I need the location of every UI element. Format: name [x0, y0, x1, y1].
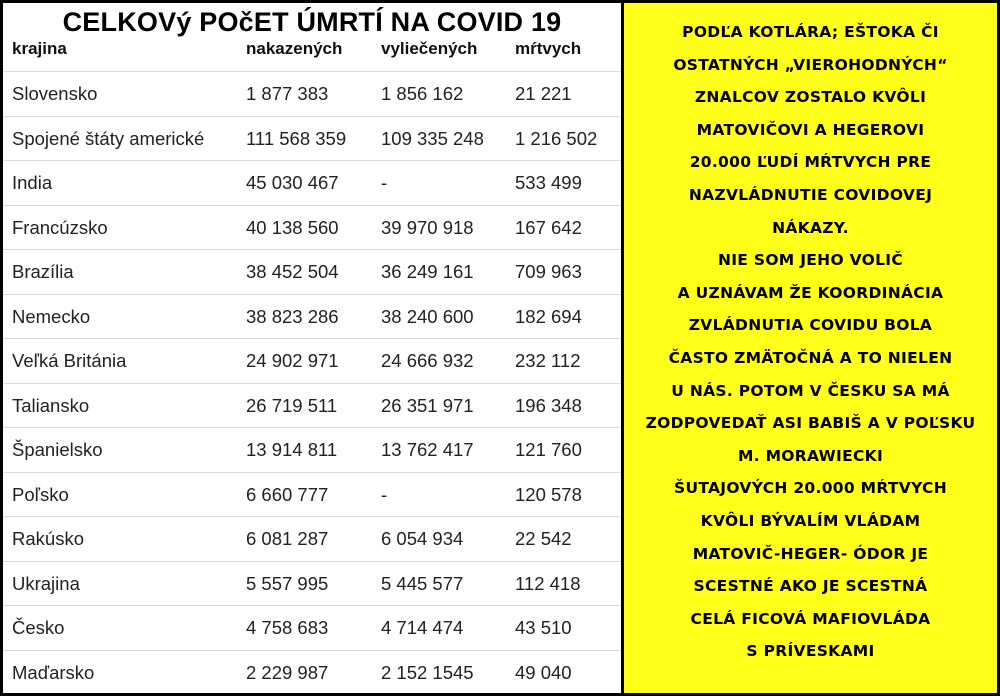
cell-recovered: - [381, 172, 388, 193]
commentary-line: NÁKAZY. [772, 218, 849, 237]
commentary-line: MATOVIČ-HEGER- ÓDOR JE [692, 544, 929, 563]
cell-deaths: 21 221 [515, 83, 572, 104]
header-infected: nakazených [246, 39, 343, 58]
table-row [3, 249, 621, 293]
commentary-line: ŠUTAJOVÝCH 20.000 MŔTVYCH [673, 479, 947, 498]
table-row [3, 338, 621, 382]
cell-infected: 6 660 777 [246, 483, 329, 505]
cell-country: Francúzsko [12, 216, 108, 238]
commentary-line: ZODPOVEDAŤ ASI BABIŠ A V POĽSKU [645, 414, 976, 433]
commentary-line: S PRÍVESKAMI [746, 642, 875, 661]
cell-infected: 111 568 359 [246, 127, 347, 149]
cell-country: Maďarsko [12, 661, 95, 683]
cell-country: Rakúsko [12, 528, 84, 549]
cell-country: Taliansko [12, 394, 90, 416]
table-row [3, 160, 621, 204]
cell-infected: 38 452 504 [246, 261, 339, 282]
cell-deaths: 49 040 [515, 661, 572, 683]
cell-deaths: 196 348 [515, 394, 582, 416]
commentary-line: OSTATNÝCH „VIEROHODNÝCH“ [673, 55, 948, 74]
commentary-line: NIE SOM JEHO VOLIČ [717, 251, 904, 270]
cell-infected: 26 719 511 [246, 394, 338, 416]
cell-deaths: 22 542 [515, 528, 572, 549]
cell-recovered: 4 714 474 [381, 617, 464, 638]
table-row [3, 605, 621, 649]
commentary-line: PODĽA KOTLÁRA; EŠTOKA ČI [682, 23, 939, 41]
commentary-panel [624, 3, 997, 693]
cell-deaths: 182 694 [515, 305, 582, 327]
commentary-line: U NÁS. POTOM V ČESKU SA MÁ [671, 381, 950, 400]
cell-infected: 38 823 286 [246, 305, 339, 327]
commentary-line: ČASTO ZMÄTOČNÁ A TO NIELEN [668, 349, 953, 367]
cell-infected: 6 081 287 [246, 528, 329, 549]
cell-infected: 13 914 811 [246, 439, 338, 460]
cell-recovered: 1 856 162 [381, 83, 464, 104]
cell-country: Spojené štáty americké [12, 127, 205, 149]
cell-recovered: 5 445 577 [381, 572, 464, 594]
cell-country: Veľká Británia [12, 350, 127, 371]
commentary-line: CELÁ FICOVÁ MAFIOVLÁDA [690, 609, 931, 628]
commentary-line: NAZVLÁDNUTIE COVIDOVEJ [688, 186, 933, 204]
table-row [3, 650, 621, 694]
cell-infected: 2 229 987 [246, 661, 329, 683]
table-row [3, 71, 621, 115]
header-recovered: vyliečených [381, 39, 478, 58]
header-deaths: mŕtvych [515, 39, 582, 58]
table-row [3, 205, 621, 249]
table-row [3, 472, 621, 516]
cell-recovered: 2 152 1545 [381, 661, 474, 683]
commentary-line: SCESTNÉ AKO JE SCESTNÁ [693, 577, 928, 596]
header-country: krajina [12, 39, 67, 58]
cell-recovered: 26 351 971 [381, 394, 474, 416]
commentary-line: M. MORAWIECKI [737, 446, 884, 465]
cell-recovered: 38 240 600 [381, 305, 474, 327]
cell-infected: 24 902 971 [246, 350, 339, 371]
commentary-line: KVÔLI BÝVALÍM VLÁDAM [700, 512, 921, 530]
cell-deaths: 112 418 [515, 572, 581, 594]
commentary-line: ZVLÁDNUTIA COVIDU BOLA [688, 316, 933, 335]
commentary-line: ZNALCOV ZOSTALO KVÔLI [694, 88, 927, 107]
cell-recovered: 39 970 918 [381, 216, 474, 238]
cell-infected: 1 877 383 [246, 83, 329, 104]
cell-deaths: 121 760 [515, 439, 582, 460]
cell-country: Poľsko [12, 483, 69, 505]
cell-deaths: 120 578 [515, 483, 582, 505]
table-row [3, 383, 621, 427]
cell-infected: 40 138 560 [246, 216, 339, 238]
cell-recovered: 36 249 161 [381, 261, 474, 282]
cell-country: Brazília [12, 261, 74, 282]
table-row [3, 516, 621, 560]
table-row [3, 116, 621, 160]
cell-deaths: 232 112 [515, 350, 581, 371]
cell-deaths: 167 642 [515, 216, 582, 238]
cell-recovered: 13 762 417 [381, 439, 474, 460]
table-title: CELKOVý POčET ÚMRTÍ NA COVID 19 [62, 7, 562, 37]
cell-recovered: 24 666 932 [381, 350, 474, 371]
cell-country: Španielsko [12, 439, 103, 460]
cell-recovered: 6 054 934 [381, 528, 464, 549]
cell-deaths: 709 963 [515, 261, 582, 282]
cell-recovered: - [381, 483, 388, 505]
commentary-line: 20.000 ĽUDÍ MŔTVYCH PRE [689, 153, 932, 172]
table-row [3, 294, 621, 338]
cell-country: Nemecko [12, 305, 91, 327]
cell-country: India [12, 172, 53, 193]
table-row [3, 427, 621, 471]
statistics-panel [3, 3, 621, 693]
cell-deaths: 533 499 [515, 172, 582, 193]
cell-country: Česko [12, 617, 65, 638]
cell-infected: 45 030 467 [246, 172, 339, 193]
cell-recovered: 109 335 248 [381, 127, 484, 149]
cell-deaths: 43 510 [515, 617, 572, 638]
commentary-line: MATOVIČOVI A HEGEROVI [696, 120, 925, 139]
cell-infected: 4 758 683 [246, 617, 329, 638]
cell-country: Ukrajina [12, 572, 80, 594]
cell-country: Slovensko [12, 83, 98, 104]
cell-infected: 5 557 995 [246, 572, 329, 594]
table-row [3, 561, 621, 605]
cell-deaths: 1 216 502 [515, 127, 598, 149]
commentary-line: A UZNÁVAM ŽE KOORDINÁCIA [677, 283, 944, 302]
